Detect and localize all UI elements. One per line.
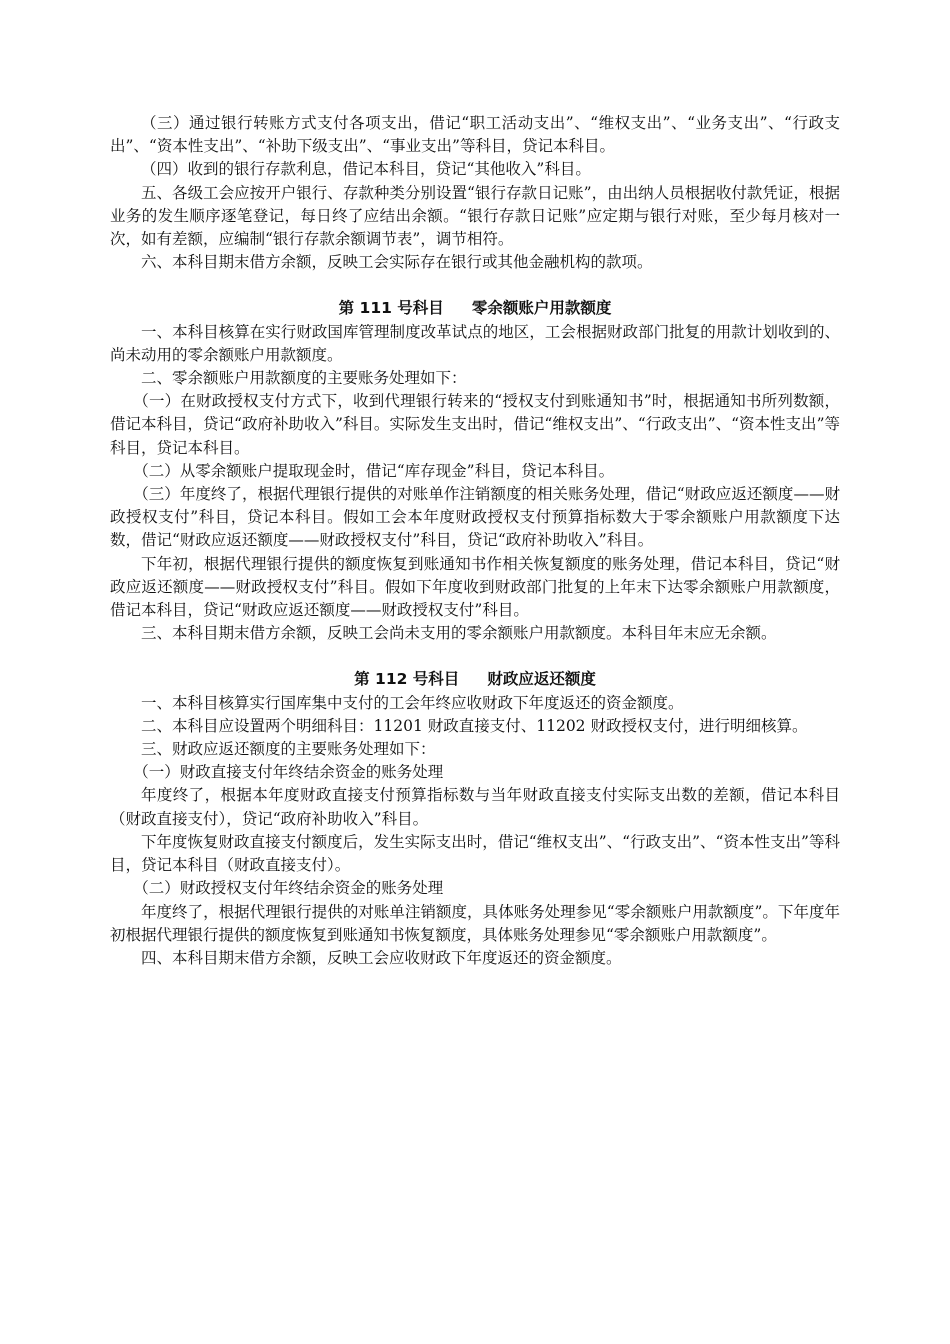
paragraph-bank-interest: （四）收到的银行存款利息，借记本科目，贷记“其他收入”科目。 bbox=[141, 160, 591, 179]
paragraph-112-9: 四、本科目期末借方余额，反映工会应收财政下年度返还的资金额度。 bbox=[141, 948, 622, 967]
section-112-title: 财政应返还额度 bbox=[487, 670, 596, 689]
paragraph-bank-transfer: （三）通过银行转账方式支付各项支出，借记“职工活动支出”、“维权支出”、“业务支出”、“行政支出”、“资本性支出”、“补助下级支出”、“事业支出”等科目，贷记本科目。 bbox=[110, 114, 840, 156]
paragraph-112-3: 三、财政应返还额度的主要账务处理如下： bbox=[141, 740, 436, 759]
paragraph-112-5: 年度终了，根据本年度财政直接支付预算指标数与当年财政直接支付实际支出数的差额，借记本科目（财政直接支付），贷记“政府补助收入”科目。 bbox=[110, 786, 840, 828]
section-111-title: 零余额账户用款额度 bbox=[471, 299, 612, 318]
paragraph-112-1: 一、本科目核算实行国库集中支付的工会年终应收财政下年度返还的资金额度。 bbox=[141, 693, 684, 712]
paragraph-111-1: 一、本科目核算在实行财政国库管理制度改革试点的地区，工会根据财政部门批复的用款计划收到的、尚未动用的零余额账户用款额度。 bbox=[110, 322, 840, 364]
section-112-heading bbox=[110, 668, 840, 691]
paragraph-112-8: 年度终了，根据代理银行提供的对账单注销额度，具体账务处理参见“零余额账户用款额度”。下年度年初根据代理银行提供的额度恢复到账通知书恢复额度，具体账务处理参见“零余额账户用款额度”。 bbox=[110, 902, 840, 944]
paragraph-111-4: （二）从零余额账户提取现金时，借记“库存现金”科目，贷记本科目。 bbox=[133, 461, 615, 480]
paragraph-111-3: （一）在财政授权支付方式下，收到代理银行转来的“授权支付到账通知书”时，根据通知书所列数额，借记本科目，贷记“政府补助收入”科目。实际发生支出时，借记“维权支出”、“行政支出”、“资本性支出”等科目，贷记本科目。 bbox=[110, 392, 840, 457]
paragraph-112-4: （一）财政直接支付年终结余资金的账务处理 bbox=[133, 763, 444, 782]
paragraph-bank-journal: 五、各级工会应按开户银行、存款种类分别设置“银行存款日记账”，由出纳人员根据收付款凭证，根据业务的发生顺序逐笔登记，每日终了应结出余额。“银行存款日记账”应定期与银行对账，至少每月核对一次，如有差额，应编制“银行存款余额调节表”，调节相符。 bbox=[110, 183, 840, 249]
section-gap bbox=[110, 274, 840, 297]
paragraph-111-2: 二、零余额账户用款额度的主要账务处理如下： bbox=[141, 369, 467, 388]
paragraph-112-2: 二、本科目应设置两个明细科目：11201 财政直接支付、11202 财政授权支付，进行明细核算。 bbox=[141, 716, 808, 735]
section-112-number: 第 112 号科目 bbox=[354, 670, 460, 689]
paragraph-111-7: 三、本科目期末借方余额，反映工会尚未支用的零余额账户用款额度。本科目年末应无余额。 bbox=[141, 624, 777, 643]
document-page bbox=[110, 112, 840, 970]
paragraph-112-6: 下年度恢复财政直接支付额度后，发生实际支出时，借记“维权支出”、“行政支出”、“资本性支出”等科目，贷记本科目（财政直接支付）。 bbox=[110, 832, 840, 875]
paragraph-112-7: （二）财政授权支付年终结余资金的账务处理 bbox=[133, 879, 444, 898]
section-111-heading bbox=[110, 297, 840, 320]
section-gap bbox=[110, 645, 840, 668]
paragraph-bank-balance: 六、本科目期末借方余额，反映工会实际存在银行或其他金融机构的款项。 bbox=[141, 253, 653, 272]
paragraph-111-6: 下年初，根据代理银行提供的额度恢复到账通知书作相关恢复额度的账务处理，借记本科目，贷记“财政应返还额度——财政授权支付”科目。假如下年度收到财政部门批复的上年末下达零余额账户用款额度，借记本科目，贷记“财政应返还额度——财政授权支付”科目。 bbox=[110, 554, 840, 620]
paragraph-111-5: （三）年度终了，根据代理银行提供的对账单作注销额度的相关账务处理，借记“财政应返还额度——财政授权支付”科目，贷记本科目。假如工会本年度财政授权支付预算指标数大于零余额账户用款额度下达数，借记“财政应返还额度——财政授权支付”科目，贷记“政府补助收入”科目。 bbox=[110, 485, 840, 550]
section-111-number: 第 111 号科目 bbox=[338, 299, 444, 318]
